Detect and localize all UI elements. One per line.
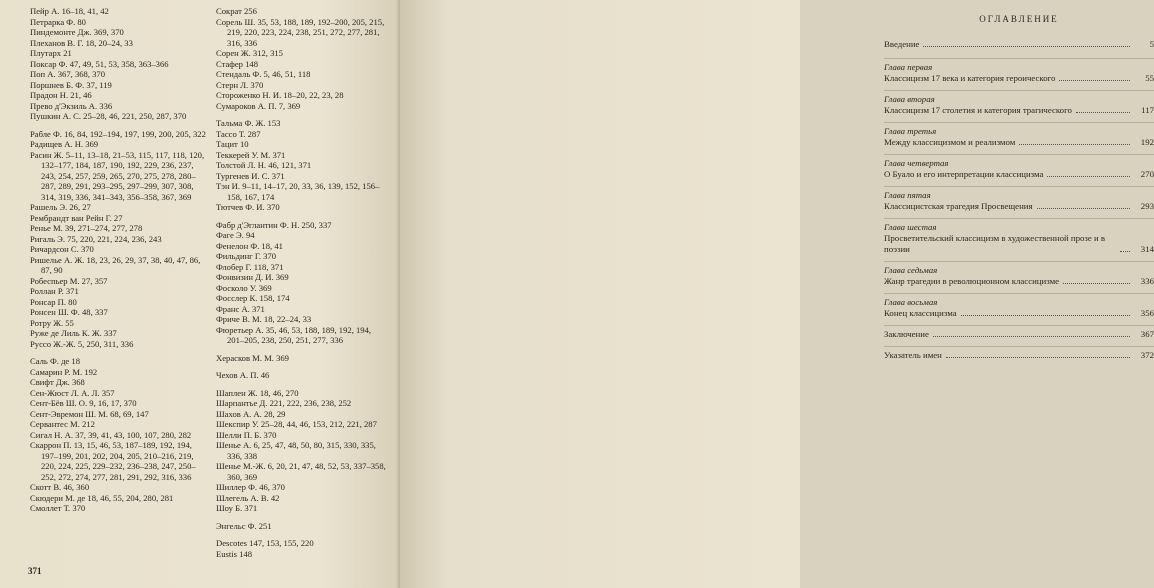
toc-chapter [884, 186, 1154, 212]
letter-group-gap [216, 363, 386, 370]
chapter-heading: Глава четвертая [884, 158, 949, 168]
chapter-heading: Глава шестая [884, 222, 937, 232]
index-entry: Сорен Ж. 312, 315 [216, 48, 283, 58]
index-entry: Шоу Б. 371 [216, 503, 258, 513]
chapter-heading: Глава вторая [884, 94, 935, 104]
dot-leader [933, 336, 1130, 337]
chapter-page: 117 [1141, 105, 1154, 115]
toc-entry-page: 372 [1140, 350, 1154, 360]
chapter-heading: Глава пятая [884, 190, 931, 200]
toc-chapter [884, 261, 1154, 287]
index-entry: Тургенев И. С. 371 [216, 170, 285, 181]
index-entry: Пушкин А. С. 25–28, 46, 221, 250, 287, 370 [30, 111, 187, 121]
index-entry: Фосколо У. 369 [216, 282, 272, 293]
toc-chapter [884, 293, 1154, 319]
toc-chapter [884, 154, 1154, 180]
chapter-page: 356 [1140, 308, 1154, 318]
index-entry: Поп А. 367, 368, 370 [30, 69, 106, 79]
index-entry: Поршнев Б. Ф. 37, 119 [30, 79, 112, 90]
index-entry: Ричардсон С. 370 [30, 244, 94, 254]
index-entry: Стендаль Ф. 5, 46, 51, 118 [216, 69, 311, 79]
index-entry: Сен-Жюст Л. А. Л. 357 [30, 387, 115, 398]
chapter-page: 314 [1140, 244, 1154, 254]
index-entry: Фабр д'Эглантин Ф. Н. 250, 337 [216, 219, 332, 230]
toc-chapter [884, 90, 1154, 116]
index-entry: Ригаль Э. 75, 220, 221, 224, 236, 243 [30, 233, 162, 244]
index-entry: Плутарх 21 [30, 48, 72, 58]
index-column-right [216, 6, 386, 559]
index-entry: Скюдери М. де 18, 46, 55, 204, 280, 281 [30, 492, 174, 503]
index-entry: Рабле Ф. 16, 84, 192–194, 197, 199, 200, 205, 322 [30, 128, 206, 139]
index-entry: Тальма Ф. Ж. 153 [216, 118, 281, 128]
letter-group-gap [216, 213, 386, 220]
index-entry: Фонвизин Д. И. 369 [216, 272, 289, 282]
index-entry: Шарпантье Д. 221, 222, 236, 238, 252 [216, 398, 352, 408]
index-entry: Шелли П. Б. 370 [216, 429, 277, 440]
index-entry: Ронсар П. 80 [30, 296, 77, 307]
index-entry: Сорель Ш. 35, 53, 188, 189, 192–200, 205, 215, 219, 220, 223, 224, 238, 251, 272, 277, 281, 316, 336 [216, 16, 385, 48]
index-entry: Руже де Лиль К. Ж. 337 [30, 328, 117, 338]
index-entry: Расин Ж. 5–11, 13–18, 21–53, 115, 117, 118, 120, 132–177, 184, 187, 190, 192, 229, 236, 237, 243, 254, 257, 259, 265, 270, 275, 278, 280–287, 289, 291, 293–295, 297–299, 307, 308, 314, 319, 336, 341–343, 356–358, 367, 369 [30, 149, 205, 202]
index-entry: Фюретьер А. 35, 46, 53, 188, 189, 192, 194, 201–205, 238, 250, 251, 277, 336 [216, 324, 372, 345]
chapter-page: 293 [1140, 201, 1154, 211]
index-entry: Шлегель А. В. 42 [216, 492, 280, 503]
chapter-heading: Глава восьмая [884, 297, 938, 307]
letter-group-gap [216, 346, 386, 353]
index-entry: Рашель Э. 26, 27 [30, 202, 91, 212]
toc-entry-label: Заключение [884, 329, 929, 339]
index-entry: Чехов А. П. 46 [216, 370, 270, 380]
toc-chapter [884, 218, 1154, 255]
index-entry: Скотт В. 46, 360 [30, 482, 90, 492]
index-entry: Скаррон П. 13, 15, 46, 53, 187–189, 192, 194, 197–199, 201, 202, 204, 205, 210–216, 219, 220, 224, 225, 229–232, 236–238, 247, 250–252, 272, 274, 277, 281, 291, 292, 316, 336 [30, 440, 196, 482]
dot-leader [1019, 144, 1130, 145]
chapter-title: Конец классицизма [884, 308, 957, 318]
chapter-heading: Глава третья [884, 126, 937, 136]
contents-page [400, 0, 1154, 588]
toc-entry-index [884, 346, 1154, 361]
index-entry: Фосслер К. 158, 174 [216, 293, 290, 303]
toc-entry-conclusion [884, 325, 1154, 340]
index-entry: Теккерей У. М. 371 [216, 149, 286, 160]
index-entry: Стороженко Н. И. 18–20, 22, 23, 28 [216, 90, 344, 100]
index-entry: Свифт Дж. 368 [30, 377, 85, 387]
dot-leader [1076, 112, 1130, 113]
chapter-heading: Глава седьмая [884, 265, 938, 275]
index-entry: Роллан Р. 371 [30, 286, 79, 296]
chapter-list [884, 58, 1154, 319]
dot-leader [1059, 80, 1130, 81]
toc-chapter [884, 122, 1154, 148]
index-entry: Тэн И. 9–11, 14–17, 20, 33, 36, 139, 152, 156–158, 167, 174 [216, 181, 380, 202]
index-entry: Тассо Т. 287 [216, 128, 261, 139]
toc-entry-page: 367 [1140, 329, 1154, 339]
letter-group-gap [30, 122, 208, 129]
index-entry: Руссо Ж.-Ж. 5, 250, 311, 336 [30, 338, 134, 349]
letter-group-gap [216, 381, 386, 388]
chapter-title: Классицизм 17 века и категория героического [884, 73, 1056, 83]
chapter-title: Классицизм 17 столетия и категория трагического [884, 105, 1072, 115]
index-entry: Шенье М.-Ж. 6, 20, 21, 47, 48, 52, 53, 337–358, 360, 369 [216, 461, 386, 482]
index-entry: Рембрандт ван Рейн Г. 27 [30, 212, 123, 223]
index-entry: Сигал Н. А. 37, 39, 41, 43, 100, 107, 280, 282 [30, 429, 192, 440]
chapter-title: Классицистская трагедия Просвещения [884, 201, 1033, 211]
dot-leader [1047, 176, 1130, 177]
chapter-title: О Буало и его интерпретации классицизма [884, 169, 1044, 179]
toc-entry-page: 5 [1149, 39, 1154, 49]
contents-title: ОГЛАВЛЕНИЕ [979, 14, 1059, 24]
chapter-page: 336 [1140, 276, 1154, 286]
index-entry: Шиллер Ф. 46, 370 [216, 482, 285, 492]
index-entry: Смоллет Т. 370 [30, 503, 86, 513]
index-entry: Ронсен Ш. Ф. 48, 337 [30, 307, 108, 317]
index-entry: Стерн Л. 370 [216, 79, 264, 90]
table-of-contents [884, 14, 1154, 367]
dot-leader [1037, 208, 1130, 209]
index-entry: Пейр А. 16–18, 41, 42 [30, 6, 109, 16]
index-entry: Сент-Бёв Ш. О. 9, 16, 17, 370 [30, 398, 137, 408]
index-entry: Фаге Э. 94 [216, 230, 255, 240]
index-entry: Фенелон Ф. 18, 41 [216, 240, 283, 251]
index-entry: Прево д'Экзиль А. 336 [30, 100, 113, 111]
index-entry: Толстой Л. Н. 46, 121, 371 [216, 160, 312, 170]
index-entry: Флобер Г. 118, 371 [216, 261, 284, 272]
index-entry: Фильдинг Г. 370 [216, 251, 277, 261]
index-entry: Франс А. 371 [216, 303, 265, 314]
index-entry: Прадон Н. 21, 46 [30, 90, 92, 100]
chapter-page: 192 [1140, 137, 1154, 147]
index-entry: Пиндемонте Дж. 369, 370 [30, 27, 124, 37]
page-number: 371 [28, 566, 42, 576]
index-entry: Eustis 148 [216, 548, 253, 559]
letter-group-gap [216, 531, 386, 538]
toc-entry-introduction [884, 39, 1154, 50]
dot-leader [946, 357, 1130, 358]
chapter-title: Между классицизмом и реализмом [884, 137, 1016, 147]
index-entry: Радищев А. Н. 369 [30, 139, 99, 149]
index-entry: Descotes 147, 153, 155, 220 [216, 538, 314, 548]
toc-chapter [884, 58, 1154, 84]
index-entry: Сократ 256 [216, 6, 257, 16]
dot-leader [1063, 283, 1130, 284]
index-entry: Энгельс Ф. 251 [216, 520, 272, 531]
index-page [0, 0, 400, 588]
index-entry: Шенье А. 6, 25, 47, 48, 50, 80, 315, 330, 335, 336, 338 [216, 440, 376, 461]
index-entry: Сент-Эвремон Ш. М. 68, 69, 147 [30, 408, 149, 419]
letter-group-gap [30, 349, 208, 356]
index-entry: Стафер 148 [216, 58, 259, 69]
chapter-page: 55 [1145, 73, 1154, 83]
index-entry: Робеспьер М. 27, 357 [30, 275, 108, 286]
index-entry: Сумароков А. П. 7, 369 [216, 100, 301, 111]
index-entry: Поксар Ф. 47, 49, 51, 53, 358, 363–366 [30, 58, 169, 69]
index-entry: Шахов А. А. 28, 29 [216, 408, 286, 419]
index-entry: Шаплен Ж. 18, 46, 270 [216, 387, 299, 398]
index-entry: Тютчев Ф. И. 370 [216, 202, 280, 212]
chapter-title: Жанр трагедии в революционном классицизме [884, 276, 1060, 286]
letter-group-gap [216, 111, 386, 118]
chapter-heading: Глава первая [884, 62, 933, 72]
index-entry: Сервантес М. 212 [30, 419, 95, 429]
dot-leader [923, 46, 1130, 47]
toc-entry-label: Указатель имен [884, 350, 942, 360]
dot-leader [961, 315, 1130, 316]
index-entry: Ришелье А. Ж. 18, 23, 26, 29, 37, 38, 40, 47, 86, 87, 90 [30, 254, 201, 275]
index-entry: Ротру Ж. 55 [30, 317, 74, 328]
index-entry: Тацит 10 [216, 139, 249, 149]
index-column-left [30, 6, 208, 514]
index-entry: Петрарка Ф. 80 [30, 16, 86, 27]
index-entry: Плеханов В. Г. 18, 20–24, 33 [30, 37, 133, 48]
letter-group-gap [216, 514, 386, 521]
toc-entry-label: Введение [884, 39, 920, 49]
index-entry: Херасков М. М. 369 [216, 352, 289, 363]
chapter-page: 270 [1140, 169, 1154, 179]
index-entry: Ренье М. 39, 271–274, 277, 278 [30, 223, 143, 233]
index-entry: Саль Ф. де 18 [30, 356, 80, 366]
index-entry: Шекспир У. 25–28, 44, 46, 153, 212, 221, 287 [216, 419, 377, 429]
index-entry: Фриче В. М. 18, 22–24, 33 [216, 314, 312, 324]
dot-leader [1120, 251, 1130, 252]
chapter-title: Просветительский классицизм в художественной прозе и в поэзии [884, 233, 1106, 254]
index-entry: Самарин Р. М. 192 [30, 366, 98, 377]
